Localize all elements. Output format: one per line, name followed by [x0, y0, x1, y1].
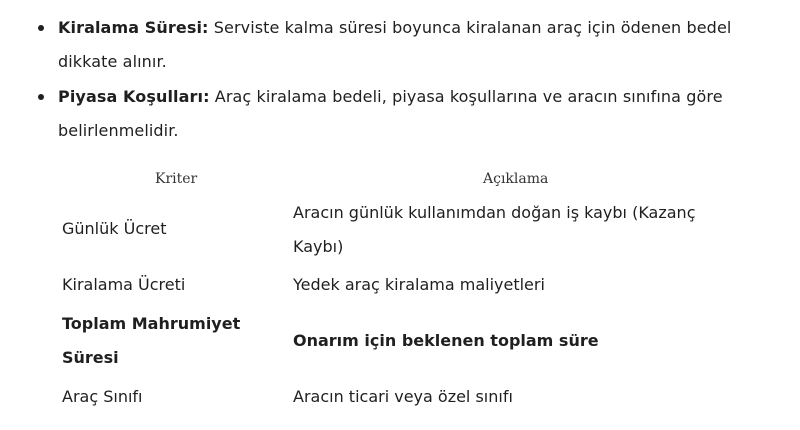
- table-cell-criterion: Kiralama Ücreti: [62, 275, 186, 294]
- table-cell-criterion: Toplam Mahrumiyet Süresi: [62, 314, 241, 367]
- table-cell-description: Onarım için beklenen toplam süre: [293, 331, 599, 350]
- table-header-description: Açıklama: [483, 171, 549, 187]
- table-cell-description: Yedek araç kiralama maliyetleri: [293, 275, 545, 294]
- table-cell-criterion: Araç Sınıfı: [62, 387, 143, 406]
- table-cell-description: Aracın günlük kullanımdan doğan iş kaybı (Kazanç Kaybı): [293, 203, 696, 256]
- bullet-text: Serviste kalma süresi boyunca kiralanan araç için ödenen bedel dikkate alınır.: [58, 18, 732, 71]
- bullet-term: Kiralama Süresi:: [58, 18, 209, 37]
- bullet-text: Araç kiralama bedeli, piyasa koşullarına ve aracın sınıfına göre belirlenmelidir.: [58, 87, 723, 140]
- table-cell-criterion: Günlük Ücret: [62, 219, 167, 238]
- table-cell-description: Aracın ticari veya özel sınıfı: [293, 387, 513, 406]
- bullet-term: Piyasa Koşulları:: [58, 87, 210, 106]
- table-header-criterion: Kriter: [155, 171, 198, 187]
